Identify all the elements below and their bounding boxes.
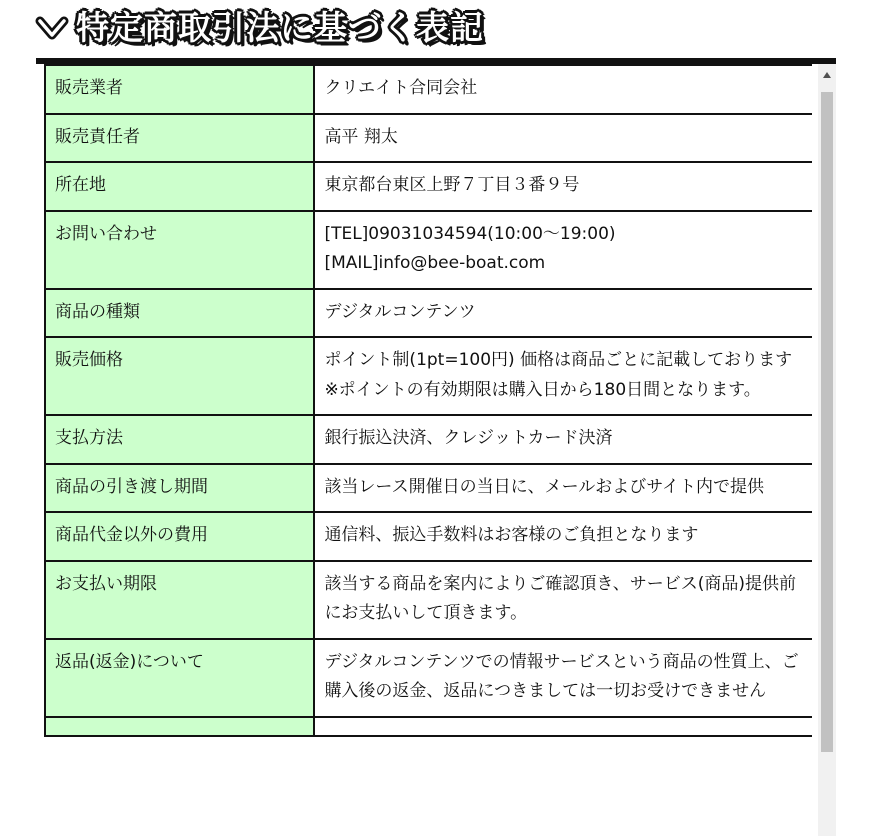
table-row-product-type	[45, 289, 812, 338]
row-value-line: 通信料、振込手数料はお客様のご負担となります	[324, 525, 699, 545]
row-value	[314, 211, 812, 289]
row-value-line: 高平 翔太	[324, 126, 398, 147]
row-value-line: 銀行振込決済、クレジットカード決済	[324, 428, 613, 448]
triangle-up-icon[interactable]	[818, 64, 836, 86]
row-label	[45, 717, 314, 736]
row-label: 販売責任者	[45, 114, 314, 163]
table-row-payment-deadline	[45, 561, 812, 639]
row-value	[314, 639, 812, 717]
row-value-line: 東京都台東区上野７丁目３番９号	[324, 175, 580, 195]
row-value	[314, 464, 812, 513]
row-value	[314, 289, 812, 338]
row-value	[314, 114, 812, 163]
table-row-delivery	[45, 464, 812, 513]
row-label: 所在地	[45, 162, 314, 211]
row-value-line: クリエイト合同会社	[324, 78, 478, 98]
row-label: お問い合わせ	[45, 211, 314, 289]
row-label: 販売業者	[45, 65, 314, 114]
row-label: 商品代金以外の費用	[45, 512, 314, 561]
row-value-line: [MAIL]info@bee-boat.com	[324, 253, 546, 273]
scrollbar-thumb[interactable]	[821, 92, 833, 752]
vertical-scrollbar[interactable]	[818, 64, 836, 836]
row-label: 返品(返金)について	[45, 639, 314, 717]
row-value	[314, 512, 812, 561]
row-label: 支払方法	[45, 415, 314, 464]
row-value	[314, 337, 812, 415]
row-label: 商品の種類	[45, 289, 314, 338]
table-row-address	[45, 162, 812, 211]
row-value-line: ※ポイントの有効期限は購入日から180日間となります。	[324, 379, 761, 400]
table-row-refund	[45, 639, 812, 717]
page-header	[32, 6, 484, 50]
table-row-payment-method	[45, 415, 812, 464]
table-row-contact	[45, 211, 812, 289]
row-value-line: [TEL]09031034594(10:00〜19:00)	[324, 223, 616, 244]
row-value-line: デジタルコンテンツ	[324, 301, 476, 322]
table-row-other-fees	[45, 512, 812, 561]
row-value-line: 該当レース開催日の当日に、メールおよびサイト内で提供	[324, 476, 765, 497]
page-title: 特定商取引法に基づく表記	[76, 8, 484, 47]
table-row-seller	[45, 65, 812, 114]
table-row-partial	[45, 717, 812, 736]
row-value	[314, 162, 812, 211]
table-row-manager	[45, 114, 812, 163]
table-row-price	[45, 337, 812, 415]
legal-info-table	[44, 64, 812, 737]
row-value-line: 該当する商品を案内によりご確認頂き、サービス(商品)提供前にお支払いして頂きます。	[324, 573, 797, 623]
row-value-line: ポイント制(1pt=100円) 価格は商品ごとに記載しております	[324, 350, 793, 370]
row-value	[314, 65, 812, 114]
chevron-down-icon	[32, 8, 72, 48]
row-value	[314, 561, 812, 639]
row-label: 商品の引き渡し期間	[45, 464, 314, 513]
row-value	[314, 717, 812, 736]
row-label: 販売価格	[45, 337, 314, 415]
row-label: お支払い期限	[45, 561, 314, 639]
row-value	[314, 415, 812, 464]
legal-table-container	[36, 64, 812, 836]
row-value-line: デジタルコンテンツでの情報サービスという商品の性質上、ご購入後の返金、返品につきましては一切お受けできません	[324, 651, 799, 701]
